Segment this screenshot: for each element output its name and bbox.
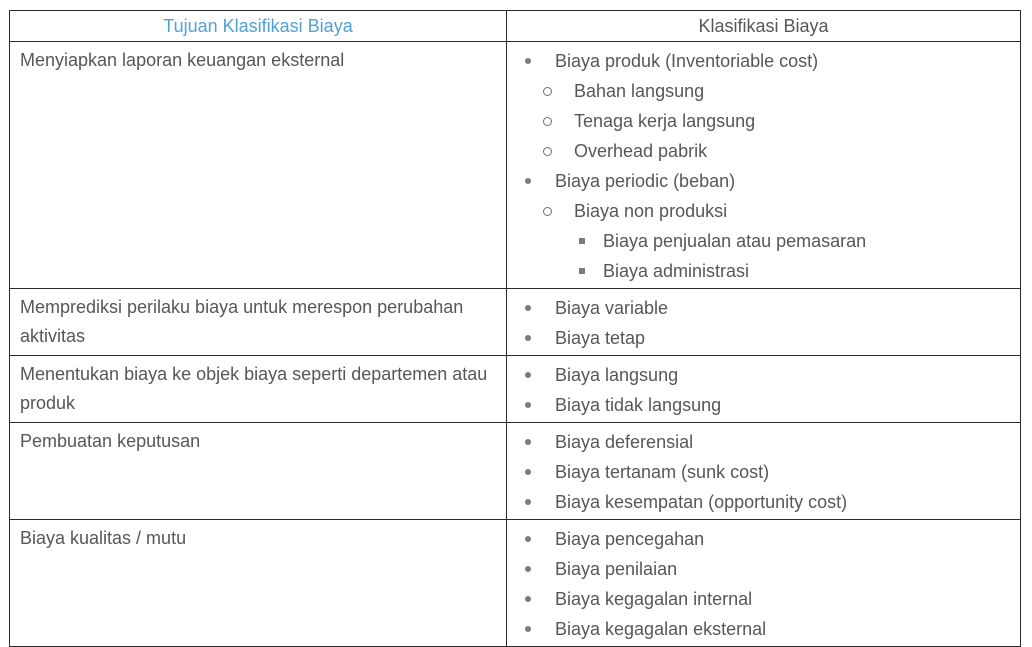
bullet-disc-icon (525, 335, 531, 341)
list-item-label: Biaya penjualan atau pemasaran (603, 231, 867, 251)
table-row (10, 289, 1021, 356)
list-item (517, 584, 1010, 614)
purpose-cell: Menentukan biaya ke objek biaya seperti departemen atau produk (10, 356, 507, 423)
list-item-label: Biaya produk (Inventoriable cost) (555, 51, 819, 71)
bullet-circle-icon (543, 117, 552, 126)
table-row (10, 423, 1021, 520)
list-item-label: Biaya tertanam (sunk cost) (555, 462, 770, 482)
bullet-disc-icon (525, 469, 531, 475)
list-item-label: Biaya penilaian (555, 559, 678, 579)
list-item-label: Biaya deferensial (555, 432, 694, 452)
bullet-circle-icon (543, 147, 552, 156)
list-item (517, 554, 1010, 584)
list-item (517, 293, 1010, 323)
header-purpose: Tujuan Klasifikasi Biaya (10, 11, 507, 42)
bullet-circle-icon (543, 87, 552, 96)
list-item-label: Biaya kegagalan eksternal (555, 619, 767, 639)
bullet-disc-icon (525, 626, 531, 632)
classification-cell (507, 423, 1021, 520)
purpose-cell: Memprediksi perilaku biaya untuk merespon perubahan aktivitas (10, 289, 507, 356)
list-item-label: Biaya administrasi (603, 261, 750, 281)
list-item-label: Biaya kesempatan (opportunity cost) (555, 492, 848, 512)
classification-cell (507, 289, 1021, 356)
bullet-disc-icon (525, 178, 531, 184)
bullet-disc-icon (525, 536, 531, 542)
list-item (517, 524, 1010, 554)
bullet-square-icon (579, 238, 585, 244)
list-item (517, 256, 1010, 286)
list-item (517, 390, 1010, 420)
table-body (10, 42, 1021, 647)
classification-cell (507, 356, 1021, 423)
list-item (517, 427, 1010, 457)
classification-list (517, 293, 1010, 353)
classification-cell (507, 520, 1021, 647)
list-item-label: Biaya kegagalan internal (555, 589, 753, 609)
purpose-cell: Biaya kualitas / mutu (10, 520, 507, 647)
list-item-label: Biaya pencegahan (555, 529, 705, 549)
list-item-label: Biaya langsung (555, 365, 679, 385)
table-header-row (10, 11, 1021, 42)
list-item-label: Tenaga kerja langsung (574, 111, 756, 131)
list-item (517, 106, 1010, 136)
bullet-disc-icon (525, 402, 531, 408)
list-item (517, 614, 1010, 644)
list-item (517, 136, 1010, 166)
list-item-label: Biaya tetap (555, 328, 646, 348)
table-row (10, 520, 1021, 647)
list-item (517, 46, 1010, 76)
table-row (10, 42, 1021, 289)
bullet-circle-icon (543, 207, 552, 216)
bullet-disc-icon (525, 58, 531, 64)
classification-table-container (9, 10, 1021, 647)
list-item-label: Bahan langsung (574, 81, 705, 101)
list-item-label: Biaya non produksi (574, 201, 728, 221)
header-classification: Klasifikasi Biaya (507, 11, 1021, 42)
classification-cell (507, 42, 1021, 289)
list-item-label: Biaya periodic (beban) (555, 171, 736, 191)
bullet-disc-icon (525, 596, 531, 602)
list-item (517, 226, 1010, 256)
list-item (517, 166, 1010, 196)
bullet-disc-icon (525, 566, 531, 572)
list-item (517, 360, 1010, 390)
bullet-disc-icon (525, 499, 531, 505)
list-item-label: Overhead pabrik (574, 141, 708, 161)
purpose-cell: Menyiapkan laporan keuangan eksternal (10, 42, 507, 289)
list-item-label: Biaya variable (555, 298, 669, 318)
bullet-disc-icon (525, 439, 531, 445)
classification-list (517, 46, 1010, 286)
list-item (517, 487, 1010, 517)
list-item (517, 457, 1010, 487)
bullet-disc-icon (525, 305, 531, 311)
classification-list (517, 360, 1010, 420)
classification-list (517, 427, 1010, 517)
list-item (517, 76, 1010, 106)
table-row (10, 356, 1021, 423)
list-item (517, 323, 1010, 353)
bullet-disc-icon (525, 372, 531, 378)
classification-list (517, 524, 1010, 644)
cost-classification-table (9, 10, 1021, 647)
purpose-cell: Pembuatan keputusan (10, 423, 507, 520)
bullet-square-icon (579, 268, 585, 274)
list-item (517, 196, 1010, 226)
list-item-label: Biaya tidak langsung (555, 395, 722, 415)
